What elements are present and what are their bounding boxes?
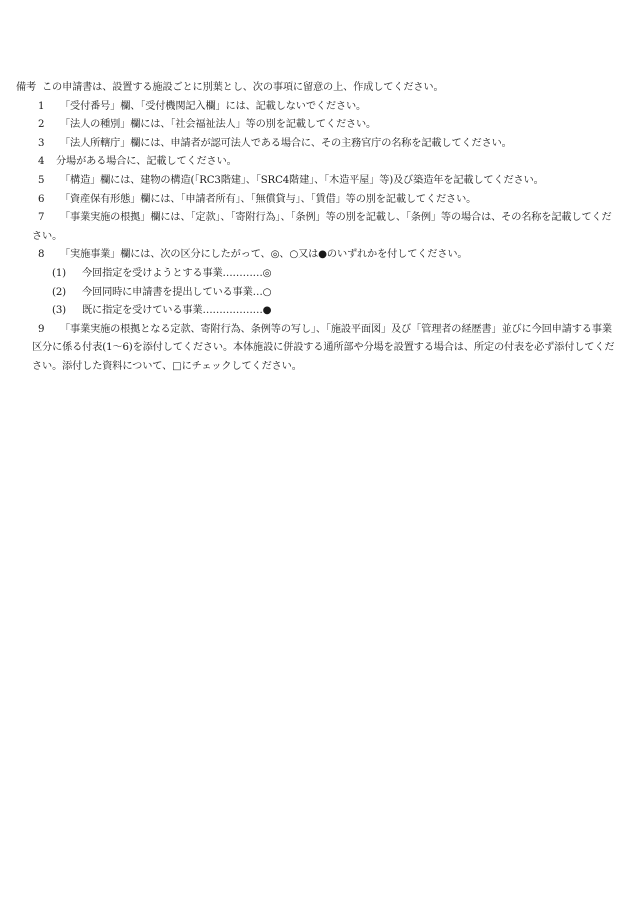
subitem-number: (3) — [52, 305, 66, 317]
remark-number: 8 — [38, 249, 45, 261]
subitem-text: 既に指定を受けている事業………………● — [82, 305, 272, 317]
remark-number: 1 — [38, 100, 45, 112]
subitem-text: 今回同時に申請書を提出している事業…○ — [82, 286, 272, 298]
remarks-label: 備考 — [16, 82, 37, 93]
remark-item-9 — [16, 321, 616, 377]
remark-item-8 — [16, 246, 616, 265]
remark-text: 「受付番号」欄、「受付機関記入欄」には、記載しないでください。 — [60, 100, 367, 112]
remark-subitem-2 — [16, 284, 616, 303]
remarks-intro: この申請書は、設置する施設ごとに別葉とし、次の事項に留意の上、作成してください。 — [42, 82, 444, 93]
subitem-text: 今回指定を受けようとする事業…………◎ — [82, 267, 272, 279]
remark-text: 「事業実施の根拠」欄には、「定款」、「寄附行為」、「条例」等の別を記載し、「条例」等の場合は、その名称を記載してください。 — [32, 212, 612, 242]
remark-text: 「法人の種別」欄には、「社会福祉法人」等の別を記載してください。 — [60, 119, 377, 131]
remark-item-5 — [16, 172, 616, 191]
remark-item-6 — [16, 191, 616, 210]
remark-number: 2 — [38, 119, 45, 131]
remark-number: 6 — [38, 193, 45, 205]
remark-subitem-1 — [16, 265, 616, 284]
remark-number: 3 — [38, 137, 45, 149]
remark-text: 「資産保有形態」欄には、「申請者所有」、「無償貸与」、「賃借」等の別を記載してください。 — [60, 193, 477, 205]
remark-text: 分場がある場合に、記載してください。 — [56, 156, 237, 168]
remark-number: 7 — [38, 212, 45, 224]
subitem-number: (1) — [52, 267, 66, 279]
remark-number: 4 — [38, 156, 45, 168]
remark-text: 「法人所轄庁」欄には、申請者が認可法人である場合に、その主務官庁の名称を記載してください。 — [60, 137, 512, 149]
remark-number: 9 — [38, 323, 45, 335]
remark-item-4 — [16, 153, 616, 172]
remark-item-7 — [16, 209, 616, 246]
remark-item-2 — [16, 116, 616, 135]
remarks-heading — [16, 79, 616, 98]
remark-subitem-3 — [16, 302, 616, 321]
remark-text: 「事業実施の根拠となる定款、寄附行為、条例等の写し」、「施設平面図」及び「管理者の経歴書」並びに今回申請する事業区分に係る付表(1〜6)を添付してください。本体施設に併設する通所部や分場を設置する場合は、所定の付表を必ず添付してください。添付した資料について、□にチェックしてください。 — [32, 323, 615, 372]
remarks-section — [16, 79, 616, 377]
remark-item-3 — [16, 135, 616, 154]
remark-item-1 — [16, 98, 616, 117]
subitem-number: (2) — [52, 286, 66, 298]
remark-text: 「構造」欄には、建物の構造(「RC3階建」、「SRC4階建」、「木造平屋」等)及び築造年を記載してください。 — [60, 174, 544, 186]
remark-text: 「実施事業」欄には、次の区分にしたがって、◎、○又は●のいずれかを付してください。 — [60, 249, 468, 261]
remark-number: 5 — [38, 174, 45, 186]
